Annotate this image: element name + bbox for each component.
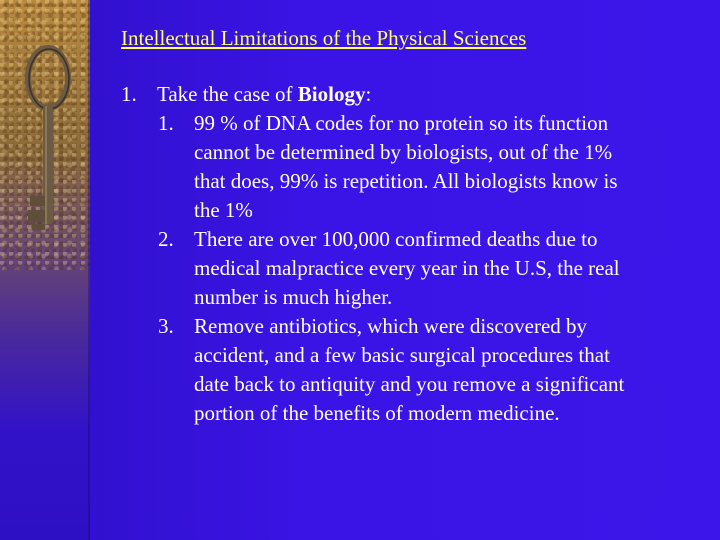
vertical-divider xyxy=(88,0,90,540)
subitem-number: 2. xyxy=(158,227,174,251)
subitem-2-line-3: number is much higher. xyxy=(194,285,393,309)
list-number: 1. xyxy=(121,82,137,106)
subitem-number: 1. xyxy=(158,111,174,135)
list-text xyxy=(157,80,371,109)
slide-title: Intellectual Limitations of the Physical Sciences xyxy=(121,26,527,50)
item-prefix: Take the case of xyxy=(157,82,298,106)
left-image-strip xyxy=(0,0,90,540)
subitem-3-line-4: portion of the benefits of modern medicine. xyxy=(194,401,560,425)
subitem-1-line-4: the 1% xyxy=(194,198,253,222)
subitem-3-line-2: accident, and a few basic surgical procedures that xyxy=(194,343,610,367)
subitem-3-line-3: date back to antiquity and you remove a significant xyxy=(194,372,625,396)
item-bold-word: Biology xyxy=(297,82,366,106)
subitem-2-line-1: There are over 100,000 confirmed deaths due to xyxy=(194,227,598,251)
antique-key-icon xyxy=(0,0,90,270)
subitem-number: 3. xyxy=(158,314,174,338)
subitem-1-line-2: cannot be determined by biologists, out of the 1% xyxy=(194,140,613,164)
subitem-1-line-3: that does, 99% is repetition. All biologists know is xyxy=(194,169,618,193)
item-suffix: : xyxy=(365,82,372,106)
subitem-2-line-2: medical malpractice every year in the U.S, the real xyxy=(194,256,620,280)
list-item-1 xyxy=(121,80,372,109)
subitem-1-line-1: 99 % of DNA codes for no protein so its function xyxy=(194,111,609,135)
subitem-3-line-1: Remove antibiotics, which were discovered by xyxy=(194,314,588,338)
